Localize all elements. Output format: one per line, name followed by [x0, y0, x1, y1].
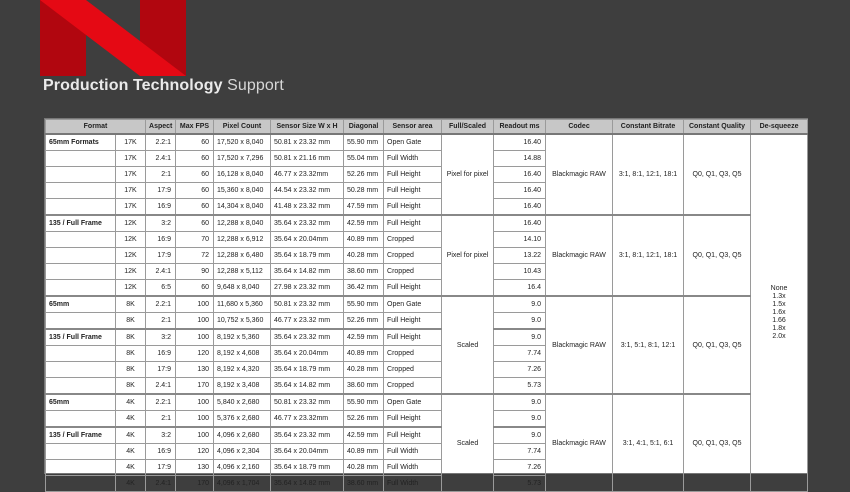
diagonal-cell: 55.04 mm [344, 151, 384, 167]
codec-cell: Blackmagic RAW [546, 296, 613, 394]
sensor-size-cell: 50.81 x 23.32 mm [271, 394, 344, 411]
max-fps-cell: 90 [176, 264, 214, 280]
diagonal-cell: 42.59 mm [344, 427, 384, 444]
readout-cell: 14.10 [494, 232, 546, 248]
format-cell [46, 151, 116, 167]
pixel-count-cell: 17,520 x 8,040 [214, 134, 271, 151]
aspect-cell: 3:2 [146, 215, 176, 232]
pixel-count-cell: 12,288 x 5,112 [214, 264, 271, 280]
header-cell: Pixel Count [214, 120, 271, 135]
format-cell [46, 232, 116, 248]
netflix-logo-icon [40, 0, 186, 76]
aspect-cell: 17:9 [146, 460, 176, 476]
pixel-count-cell: 4,096 x 2,160 [214, 460, 271, 476]
constant-bitrate-cell: 3:1, 4:1, 5:1, 6:1 [613, 394, 684, 492]
aspect-cell: 2:1 [146, 167, 176, 183]
header-cell: Sensor Size W x H [271, 120, 344, 135]
table-row [46, 215, 808, 232]
readout-cell: 9.0 [494, 296, 546, 313]
sensor-size-cell: 50.81 x 21.16 mm [271, 151, 344, 167]
sensor-area-cell: Full Height [384, 215, 442, 232]
aspect-cell: 16:9 [146, 346, 176, 362]
readout-cell: 5.73 [494, 476, 546, 492]
max-fps-cell: 60 [176, 183, 214, 199]
aspect-cell: 2:1 [146, 313, 176, 330]
pixel-count-cell: 9,648 x 8,040 [214, 280, 271, 297]
constant-quality-cell: Q0, Q1, Q3, Q5 [684, 134, 751, 215]
aspect-cell: 17:9 [146, 183, 176, 199]
resolution-cell: 4K [116, 460, 146, 476]
readout-cell: 16.40 [494, 183, 546, 199]
readout-cell: 9.0 [494, 329, 546, 346]
header-cell: Readout ms [494, 120, 546, 135]
max-fps-cell: 100 [176, 296, 214, 313]
full-scaled-cell: Scaled [442, 296, 494, 394]
diagonal-cell: 36.42 mm [344, 280, 384, 297]
aspect-cell: 2.4:1 [146, 476, 176, 492]
format-cell [46, 411, 116, 428]
sensor-size-cell: 35.64 x 20.04mm [271, 444, 344, 460]
aspect-cell: 3:2 [146, 427, 176, 444]
specs-table [45, 119, 808, 492]
resolution-cell: 12K [116, 248, 146, 264]
resolution-cell: 8K [116, 346, 146, 362]
diagonal-cell: 52.26 mm [344, 313, 384, 330]
header-cell: De-squeeze [751, 120, 808, 135]
aspect-cell: 2:1 [146, 411, 176, 428]
sensor-size-cell: 35.64 x 18.79 mm [271, 362, 344, 378]
table-row [46, 134, 808, 151]
format-cell [46, 199, 116, 216]
aspect-cell: 2.4:1 [146, 151, 176, 167]
page-title [43, 77, 284, 95]
sensor-area-cell: Open Gate [384, 296, 442, 313]
max-fps-cell: 120 [176, 444, 214, 460]
readout-cell: 16.40 [494, 199, 546, 216]
format-cell [46, 346, 116, 362]
resolution-cell: 12K [116, 232, 146, 248]
format-cell [46, 460, 116, 476]
format-cell [46, 183, 116, 199]
readout-cell: 7.74 [494, 444, 546, 460]
resolution-cell: 8K [116, 296, 146, 313]
pixel-count-cell: 8,192 x 4,320 [214, 362, 271, 378]
readout-cell: 9.0 [494, 411, 546, 428]
sensor-area-cell: Open Gate [384, 134, 442, 151]
max-fps-cell: 60 [176, 167, 214, 183]
readout-cell: 16.4 [494, 280, 546, 297]
sensor-area-cell: Full Height [384, 411, 442, 428]
pixel-count-cell: 4,096 x 2,680 [214, 427, 271, 444]
aspect-cell: 3:2 [146, 329, 176, 346]
sensor-area-cell: Open Gate [384, 394, 442, 411]
max-fps-cell: 170 [176, 476, 214, 492]
sensor-area-cell: Full Width [384, 151, 442, 167]
sensor-area-cell: Full Height [384, 280, 442, 297]
max-fps-cell: 60 [176, 280, 214, 297]
constant-bitrate-cell: 3:1, 8:1, 12:1, 18:1 [613, 134, 684, 215]
sensor-area-cell: Full Height [384, 199, 442, 216]
sensor-size-cell: 35.64 x 20.04mm [271, 232, 344, 248]
pixel-count-cell: 5,840 x 2,680 [214, 394, 271, 411]
aspect-cell: 17:9 [146, 362, 176, 378]
sensor-area-cell: Full Width [384, 476, 442, 492]
sensor-area-cell: Cropped [384, 232, 442, 248]
diagonal-cell: 42.59 mm [344, 215, 384, 232]
pixel-count-cell: 10,752 x 5,360 [214, 313, 271, 330]
diagonal-cell: 40.89 mm [344, 232, 384, 248]
sensor-area-cell: Full Height [384, 167, 442, 183]
max-fps-cell: 60 [176, 151, 214, 167]
pixel-count-cell: 12,288 x 6,480 [214, 248, 271, 264]
sensor-size-cell: 46.77 x 23.32mm [271, 167, 344, 183]
readout-cell: 16.40 [494, 134, 546, 151]
diagonal-cell: 40.28 mm [344, 460, 384, 476]
diagonal-cell: 40.28 mm [344, 362, 384, 378]
resolution-cell: 17K [116, 167, 146, 183]
aspect-cell: 2.4:1 [146, 264, 176, 280]
resolution-cell: 8K [116, 329, 146, 346]
desqueeze-cell: None 1.3x 1.5x 1.6x 1.66 1.8x 2.0x [751, 134, 808, 492]
sensor-size-cell: 35.64 x 14.82 mm [271, 378, 344, 395]
resolution-cell: 4K [116, 394, 146, 411]
sensor-size-cell: 46.77 x 23.32 mm [271, 313, 344, 330]
constant-quality-cell: Q0, Q1, Q3, Q5 [684, 215, 751, 296]
resolution-cell: 8K [116, 313, 146, 330]
sensor-size-cell: 35.64 x 14.82 mm [271, 476, 344, 492]
constant-bitrate-cell: 3:1, 5:1, 8:1, 12:1 [613, 296, 684, 394]
pixel-count-cell: 8,192 x 5,360 [214, 329, 271, 346]
sensor-size-cell: 35.64 x 20.04mm [271, 346, 344, 362]
format-cell: 135 / Full Frame [46, 329, 116, 346]
diagonal-cell: 50.28 mm [344, 183, 384, 199]
header-cell: Constant Bitrate [613, 120, 684, 135]
aspect-cell: 6:5 [146, 280, 176, 297]
diagonal-cell: 38.60 mm [344, 378, 384, 395]
max-fps-cell: 100 [176, 411, 214, 428]
sensor-area-cell: Full Width [384, 460, 442, 476]
sensor-size-cell: 35.64 x 14.82 mm [271, 264, 344, 280]
readout-cell: 16.40 [494, 167, 546, 183]
max-fps-cell: 100 [176, 394, 214, 411]
readout-cell: 9.0 [494, 394, 546, 411]
sensor-area-cell: Full Width [384, 444, 442, 460]
diagonal-cell: 40.28 mm [344, 248, 384, 264]
readout-cell: 16.40 [494, 215, 546, 232]
aspect-cell: 16:9 [146, 199, 176, 216]
resolution-cell: 17K [116, 134, 146, 151]
max-fps-cell: 70 [176, 232, 214, 248]
pixel-count-cell: 14,304 x 8,040 [214, 199, 271, 216]
pixel-count-cell: 11,680 x 5,360 [214, 296, 271, 313]
resolution-cell: 8K [116, 362, 146, 378]
resolution-cell: 8K [116, 378, 146, 395]
codec-cell: Blackmagic RAW [546, 394, 613, 492]
sensor-size-cell: 35.64 x 18.79 mm [271, 460, 344, 476]
max-fps-cell: 120 [176, 346, 214, 362]
format-cell: 65mm [46, 394, 116, 411]
format-cell [46, 280, 116, 297]
diagonal-cell: 52.26 mm [344, 167, 384, 183]
pixel-count-cell: 12,288 x 6,912 [214, 232, 271, 248]
max-fps-cell: 130 [176, 362, 214, 378]
aspect-cell: 2.2:1 [146, 134, 176, 151]
aspect-cell: 2.4:1 [146, 378, 176, 395]
header-cell: Diagonal [344, 120, 384, 135]
resolution-cell: 12K [116, 280, 146, 297]
aspect-cell: 2.2:1 [146, 296, 176, 313]
specs-table-container [44, 118, 808, 487]
resolution-cell: 17K [116, 151, 146, 167]
sensor-size-cell: 35.64 x 23.32 mm [271, 329, 344, 346]
format-cell [46, 248, 116, 264]
diagonal-cell: 55.90 mm [344, 394, 384, 411]
sensor-area-cell: Cropped [384, 346, 442, 362]
resolution-cell: 4K [116, 411, 146, 428]
header-cell: Aspect [146, 120, 176, 135]
readout-cell: 10.43 [494, 264, 546, 280]
format-cell: 135 / Full Frame [46, 427, 116, 444]
format-cell [46, 264, 116, 280]
header-cell: Max FPS [176, 120, 214, 135]
pixel-count-cell: 12,288 x 8,040 [214, 215, 271, 232]
format-cell [46, 378, 116, 395]
format-cell [46, 167, 116, 183]
max-fps-cell: 60 [176, 215, 214, 232]
format-cell: 65mm [46, 296, 116, 313]
constant-bitrate-cell: 3:1, 8:1, 12:1, 18:1 [613, 215, 684, 296]
aspect-cell: 16:9 [146, 444, 176, 460]
sensor-area-cell: Cropped [384, 362, 442, 378]
readout-cell: 7.26 [494, 460, 546, 476]
diagonal-cell: 40.89 mm [344, 444, 384, 460]
format-cell [46, 313, 116, 330]
resolution-cell: 12K [116, 264, 146, 280]
readout-cell: 7.26 [494, 362, 546, 378]
aspect-cell: 17:9 [146, 248, 176, 264]
pixel-count-cell: 4,096 x 1,704 [214, 476, 271, 492]
readout-cell: 13.22 [494, 248, 546, 264]
resolution-cell: 12K [116, 215, 146, 232]
header-cell: Sensor area [384, 120, 442, 135]
format-cell [46, 444, 116, 460]
max-fps-cell: 170 [176, 378, 214, 395]
resolution-cell: 4K [116, 427, 146, 444]
full-scaled-cell: Pixel for pixel [442, 215, 494, 296]
max-fps-cell: 130 [176, 460, 214, 476]
max-fps-cell: 60 [176, 134, 214, 151]
max-fps-cell: 72 [176, 248, 214, 264]
resolution-cell: 17K [116, 183, 146, 199]
format-cell: 65mm Formats [46, 134, 116, 151]
pixel-count-cell: 8,192 x 3,408 [214, 378, 271, 395]
aspect-cell: 16:9 [146, 232, 176, 248]
sensor-size-cell: 35.64 x 18.79 mm [271, 248, 344, 264]
diagonal-cell: 38.60 mm [344, 476, 384, 492]
title-light: Support [222, 77, 284, 94]
readout-cell: 5.73 [494, 378, 546, 395]
table-row [46, 394, 808, 411]
diagonal-cell: 40.89 mm [344, 346, 384, 362]
sensor-area-cell: Cropped [384, 248, 442, 264]
full-scaled-cell: Pixel for pixel [442, 134, 494, 215]
diagonal-cell: 42.59 mm [344, 329, 384, 346]
header-row [46, 120, 808, 135]
diagonal-cell: 38.60 mm [344, 264, 384, 280]
table-body [46, 134, 808, 492]
format-cell: 135 / Full Frame [46, 215, 116, 232]
sensor-size-cell: 50.81 x 23.32 mm [271, 296, 344, 313]
max-fps-cell: 100 [176, 313, 214, 330]
format-cell [46, 362, 116, 378]
diagonal-cell: 55.90 mm [344, 134, 384, 151]
readout-cell: 14.88 [494, 151, 546, 167]
sensor-size-cell: 50.81 x 23.32 mm [271, 134, 344, 151]
header-cell: Full/Scaled [442, 120, 494, 135]
pixel-count-cell: 15,360 x 8,040 [214, 183, 271, 199]
sensor-size-cell: 41.48 x 23.32 mm [271, 199, 344, 216]
resolution-cell: 4K [116, 444, 146, 460]
sensor-size-cell: 35.64 x 23.32 mm [271, 215, 344, 232]
constant-quality-cell: Q0, Q1, Q3, Q5 [684, 296, 751, 394]
pixel-count-cell: 4,096 x 2,304 [214, 444, 271, 460]
readout-cell: 7.74 [494, 346, 546, 362]
table-row [46, 296, 808, 313]
diagonal-cell: 52.26 mm [344, 411, 384, 428]
aspect-cell: 2.2:1 [146, 394, 176, 411]
pixel-count-cell: 8,192 x 4,608 [214, 346, 271, 362]
codec-cell: Blackmagic RAW [546, 215, 613, 296]
sensor-size-cell: 46.77 x 23.32mm [271, 411, 344, 428]
header-cell: Codec [546, 120, 613, 135]
sensor-size-cell: 27.98 x 23.32 mm [271, 280, 344, 297]
diagonal-cell: 55.90 mm [344, 296, 384, 313]
sensor-area-cell: Full Height [384, 427, 442, 444]
sensor-area-cell: Full Height [384, 329, 442, 346]
readout-cell: 9.0 [494, 313, 546, 330]
sensor-area-cell: Full Height [384, 313, 442, 330]
header-cell: Constant Quality [684, 120, 751, 135]
sensor-area-cell: Full Height [384, 183, 442, 199]
sensor-size-cell: 35.64 x 23.32 mm [271, 427, 344, 444]
pixel-count-cell: 16,128 x 8,040 [214, 167, 271, 183]
title-bold: Production Technology [43, 77, 223, 94]
max-fps-cell: 100 [176, 427, 214, 444]
resolution-cell: 4K [116, 476, 146, 492]
readout-cell: 9.0 [494, 427, 546, 444]
pixel-count-cell: 17,520 x 7,296 [214, 151, 271, 167]
max-fps-cell: 60 [176, 199, 214, 216]
full-scaled-cell: Scaled [442, 394, 494, 492]
resolution-cell: 17K [116, 199, 146, 216]
diagonal-cell: 47.59 mm [344, 199, 384, 216]
constant-quality-cell: Q0, Q1, Q3, Q5 [684, 394, 751, 492]
sensor-size-cell: 44.54 x 23.32 mm [271, 183, 344, 199]
header-cell: Format [46, 120, 146, 135]
sensor-area-cell: Cropped [384, 264, 442, 280]
sensor-area-cell: Cropped [384, 378, 442, 395]
pixel-count-cell: 5,376 x 2,680 [214, 411, 271, 428]
max-fps-cell: 100 [176, 329, 214, 346]
codec-cell: Blackmagic RAW [546, 134, 613, 215]
